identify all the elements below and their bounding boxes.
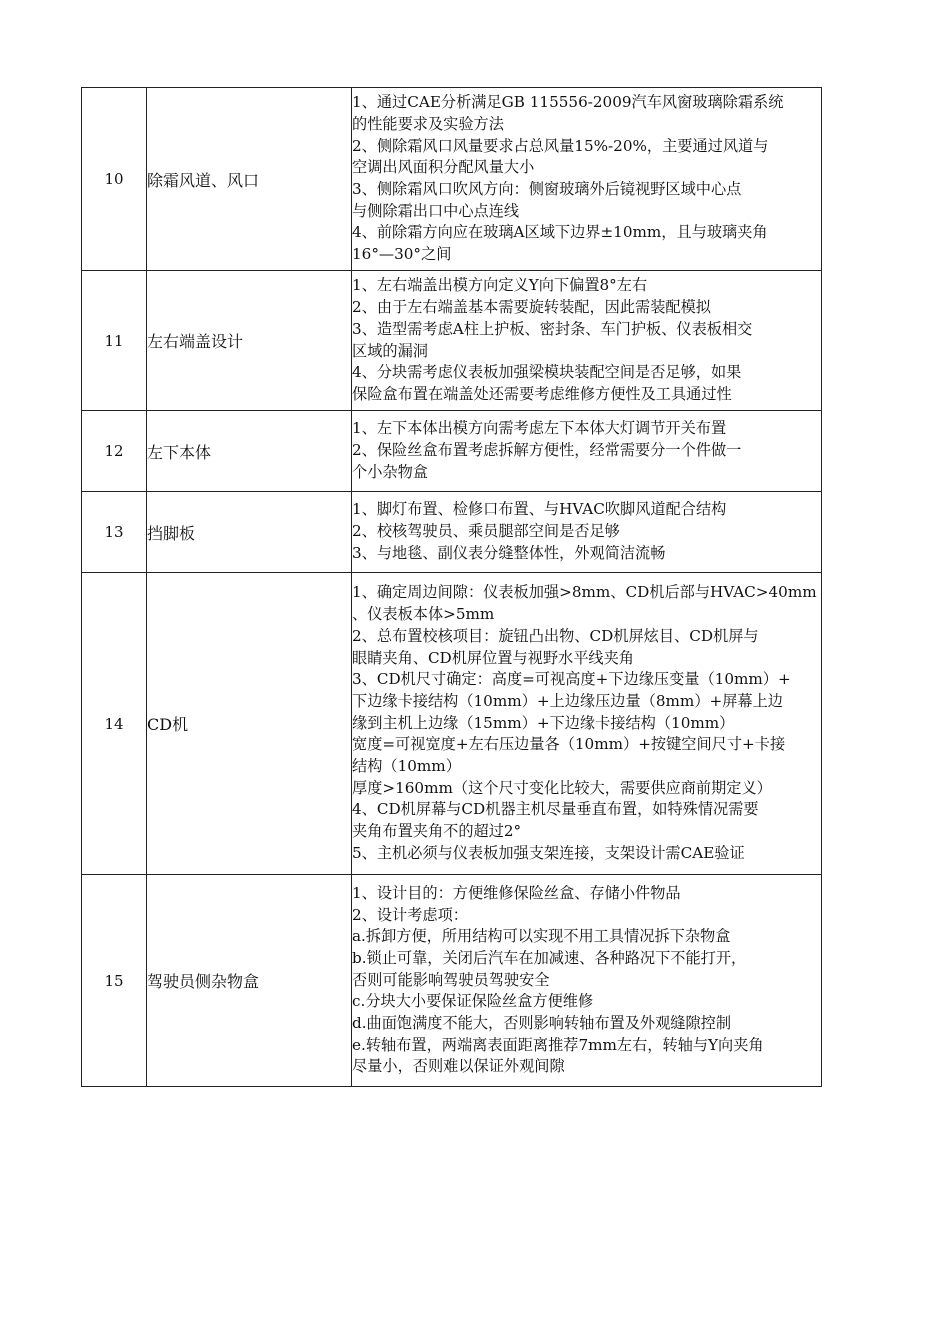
description-line: 、仪表板本体>5mm xyxy=(352,605,495,624)
item-name: 挡脚板 xyxy=(147,492,352,573)
item-name: 左右端盖设计 xyxy=(147,271,352,411)
item-description xyxy=(352,411,822,492)
description-line: e.转轴布置，两端离表面距离推荐7mm左右，转轴与Y向夹角 xyxy=(352,1035,764,1054)
item-name: 除霜风道、风口 xyxy=(147,88,352,271)
description-line: d.曲面饱满度不能大，否则影响转轴布置及外观缝隙控制 xyxy=(352,1014,732,1033)
description-line: 下边缘卡接结构（10mm）+上边缘压边量（8mm）+屏幕上边 xyxy=(352,691,783,710)
description-line: 2、校核驾驶员、乘员腿部空间是否足够 xyxy=(352,522,620,541)
table-row xyxy=(82,573,822,875)
row-number: 12 xyxy=(82,411,147,492)
description-line: 2、保险丝盒布置考虑拆解方便性，经常需要分一个件做一 xyxy=(352,441,742,460)
description-line: 5、主机必须与仪表板加强支架连接，支架设计需CAE验证 xyxy=(352,843,745,862)
description-line: 3、与地毯、副仪表分缝整体性，外观简洁流畅 xyxy=(352,543,666,562)
description-line: 1、通过CAE分析满足GB 115556-2009汽车风窗玻璃除霜系统 xyxy=(352,93,784,112)
row-number: 14 xyxy=(82,573,147,875)
item-description xyxy=(352,88,822,271)
row-number: 15 xyxy=(82,875,147,1087)
row-number: 13 xyxy=(82,492,147,573)
item-name: 驾驶员侧杂物盒 xyxy=(147,875,352,1087)
description-line: b.锁止可靠，关闭后汽车在加减速、各种路况下不能打开， xyxy=(352,948,747,967)
description-line: 尽量小，否则难以保证外观间隙 xyxy=(352,1057,565,1076)
description-line: 16°—30°之间 xyxy=(352,245,452,264)
item-name: 左下本体 xyxy=(147,411,352,492)
description-line: 3、造型需考虑A柱上护板、密封条、车门护板、仪表板相交 xyxy=(352,319,753,338)
description-line: 3、CD机尺寸确定：高度=可视高度+下边缘压变量（10mm）+ xyxy=(352,670,791,689)
row-number: 11 xyxy=(82,271,147,411)
table-row xyxy=(82,271,822,411)
description-line: 个小杂物盒 xyxy=(352,462,428,481)
item-description xyxy=(352,875,822,1087)
description-line: 否则可能影响驾驶员驾驶安全 xyxy=(352,970,550,989)
item-description xyxy=(352,573,822,875)
description-line: 2、侧除霜风口风量要求占总风量15%-20%，主要通过风道与 xyxy=(352,136,769,155)
description-line: 1、确定周边间隙：仪表板加强>8mm、CD机后部与HVAC>40mm xyxy=(352,583,817,602)
description-line: 4、CD机屏幕与CD机器主机尽量垂直布置，如特殊情况需要 xyxy=(352,800,759,819)
description-line: 宽度=可视宽度+左右压边量各（10mm）+按键空间尺寸+卡接 xyxy=(352,735,786,754)
table-row xyxy=(82,492,822,573)
description-line: 2、由于左右端盖基本需要旋转装配，因此需装配模拟 xyxy=(352,298,711,317)
description-line: 空调出风面积分配风量大小 xyxy=(352,158,535,177)
description-line: c.分块大小要保证保险丝盒方便维修 xyxy=(352,992,594,1011)
description-line: 1、脚灯布置、检修口布置、与HVAC吹脚风道配合结构 xyxy=(352,500,727,519)
description-line: 1、设计目的：方便维修保险丝盒、存储小件物品 xyxy=(352,883,681,902)
item-name: CD机 xyxy=(147,573,352,875)
description-line: 的性能要求及实验方法 xyxy=(352,114,504,133)
description-line: 1、左下本体出模方向需考虑左下本体大灯调节开关布置 xyxy=(352,419,727,438)
description-line: 眼睛夹角、CD机屏位置与视野水平线夹角 xyxy=(352,648,634,667)
description-line: 厚度>160mm（这个尺寸变化比较大，需要供应商前期定义） xyxy=(352,778,772,797)
description-line: 3、侧除霜风口吹风方向：侧窗玻璃外后镜视野区域中心点 xyxy=(352,180,742,198)
description-line: 2、设计考虑项： xyxy=(352,905,468,924)
row-number: 10 xyxy=(82,88,147,271)
description-line: 与侧除霜出口中心点连线 xyxy=(352,201,520,220)
item-description xyxy=(352,271,822,411)
table-row xyxy=(82,411,822,492)
design-spec-table xyxy=(81,87,822,1087)
table-row xyxy=(82,875,822,1087)
description-line: 区域的漏洞 xyxy=(352,341,428,360)
description-line: 缘到主机上边缘（15mm）+下边缘卡接结构（10mm） xyxy=(352,713,735,732)
description-line: 4、分块需考虑仪表板加强梁模块装配空间是否足够，如果 xyxy=(352,363,742,382)
description-line: 4、前除霜方向应在玻璃A区域下边界±10mm，且与玻璃夹角 xyxy=(352,223,768,242)
description-line: 保险盒布置在端盖处还需要考虑维修方便性及工具通过性 xyxy=(352,384,732,403)
description-line: 2、总布置校核项目：旋钮凸出物、CD机屏炫目、CD机屏与 xyxy=(352,626,759,645)
item-description xyxy=(352,492,822,573)
description-line: 结构（10mm） xyxy=(352,757,461,776)
table-row xyxy=(82,88,822,271)
description-line: 1、左右端盖出模方向定义Y向下偏置8°左右 xyxy=(352,276,648,295)
description-line: a.拆卸方便，所用结构可以实现不用工具情况拆下杂物盒 xyxy=(352,927,731,946)
description-line: 夹角布置夹角不的超过2° xyxy=(352,822,522,841)
